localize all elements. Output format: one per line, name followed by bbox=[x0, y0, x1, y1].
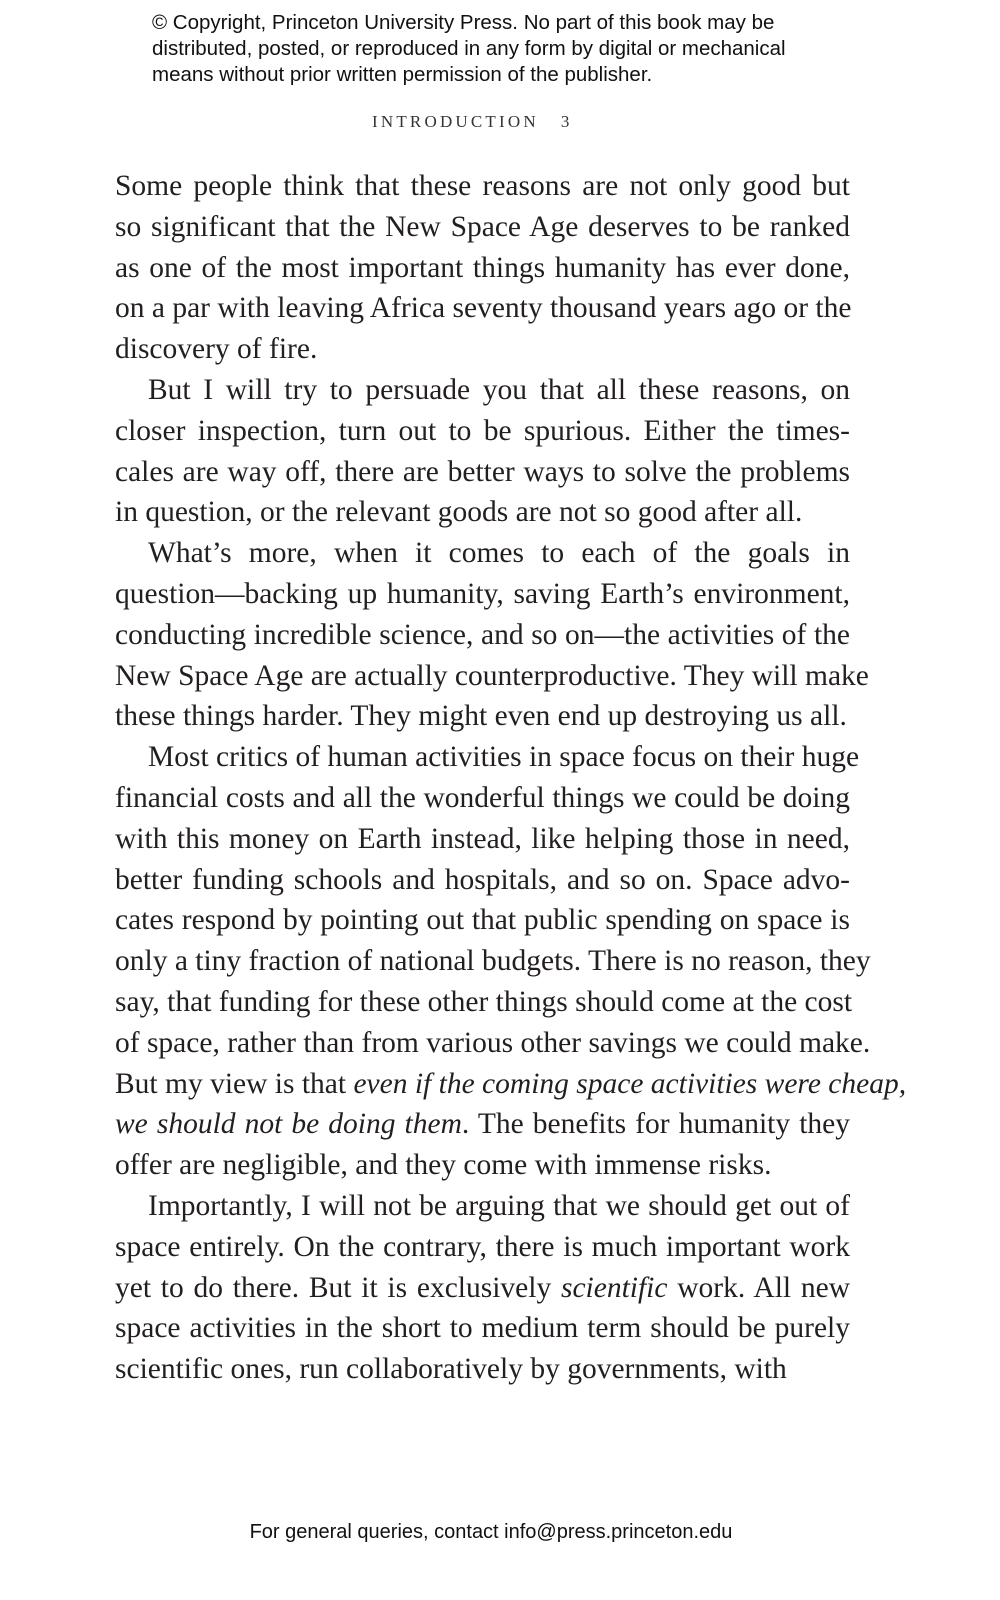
text-segment: financial costs and all the wonderful things we could be doing bbox=[115, 781, 850, 814]
text-segment: Some people think that these reasons are not only good but bbox=[115, 170, 850, 202]
text-segment: cales are way off, there are better ways to solve the problems bbox=[115, 455, 850, 488]
paragraph bbox=[115, 533, 869, 737]
text-segment: What’s more, when it comes to each of the goals in bbox=[148, 537, 850, 570]
text-line bbox=[115, 207, 850, 248]
text-segment: Most critics of human activities in space focus on their huge bbox=[148, 741, 860, 774]
text-line bbox=[115, 860, 850, 901]
text-segment: on a par with leaving Africa seventy thousand years ago or the bbox=[115, 292, 852, 325]
text-segment: better funding schools and hospitals, and so on. Space advo- bbox=[115, 863, 850, 896]
text-segment: with this money on Earth instead, like helping those in need, bbox=[115, 822, 850, 855]
copyright-line: distributed, posted, or reproduced in any form by digital or mechanical bbox=[152, 37, 786, 60]
text-segment: But I will try to persuade you that all these reasons, on bbox=[148, 373, 850, 406]
text-segment: in question, or the relevant goods are not so good after all. bbox=[115, 496, 803, 529]
text-segment: conducting incredible science, and so on—the activities of the bbox=[115, 618, 850, 651]
running-head bbox=[372, 112, 569, 132]
italic-text: even if the coming space activities were cheap, bbox=[353, 1067, 907, 1100]
text-line bbox=[115, 737, 860, 778]
text-line bbox=[115, 492, 850, 533]
copyright-line: means without prior written permission of the publisher. bbox=[152, 63, 653, 86]
page-number: 3 bbox=[560, 112, 570, 131]
text-line bbox=[115, 574, 850, 615]
text-line bbox=[115, 656, 869, 697]
italic-text: we should not be doing them bbox=[115, 1108, 462, 1141]
text-segment: as one of the most important things humanity has ever done, bbox=[115, 251, 850, 284]
text-line bbox=[115, 1023, 871, 1064]
text-segment: offer are negligible, and they come with immense risks. bbox=[115, 1149, 772, 1182]
text-line bbox=[115, 411, 850, 452]
text-line bbox=[115, 248, 850, 289]
text-segment: so significant that the New Space Age deserves to be ranked bbox=[115, 210, 850, 243]
copyright-line: © Copyright, Princeton University Press. No part of this book may be bbox=[152, 11, 775, 34]
text-segment: question—backing up humanity, saving Earth’s environment, bbox=[115, 577, 850, 610]
text-segment: But my view is that bbox=[115, 1067, 354, 1100]
footer-contact: For general queries, contact info@press.princeton.edu bbox=[249, 1521, 733, 1543]
text-segment: space entirely. On the contrary, there is much important work bbox=[115, 1230, 850, 1263]
text-line bbox=[115, 452, 850, 493]
text-line bbox=[115, 1186, 850, 1227]
paragraph bbox=[115, 166, 850, 370]
text-line bbox=[115, 1308, 850, 1349]
text-segment: say, that funding for these other things should come at the cost bbox=[115, 985, 853, 1018]
paragraph bbox=[115, 737, 907, 1186]
text-line bbox=[115, 982, 853, 1023]
body-text bbox=[115, 166, 907, 1390]
text-line bbox=[115, 1104, 850, 1145]
text-line bbox=[115, 941, 871, 982]
text-line bbox=[115, 370, 850, 411]
text-line bbox=[115, 900, 850, 941]
italic-text: scientific bbox=[560, 1271, 668, 1304]
running-head-title: INTRODUCTION bbox=[372, 112, 539, 131]
text-line bbox=[115, 819, 850, 860]
text-line bbox=[115, 1227, 850, 1268]
text-line bbox=[115, 696, 850, 737]
text-segment: New Space Age are actually counterproductive. They will make bbox=[115, 659, 869, 692]
paragraph bbox=[115, 370, 850, 533]
text-line bbox=[115, 288, 850, 329]
text-segment: yet to do there. But it is exclusively bbox=[115, 1271, 561, 1304]
text-line bbox=[115, 1064, 907, 1105]
text-line bbox=[115, 1145, 850, 1186]
paragraph bbox=[115, 1186, 850, 1390]
text-segment: space activities in the short to medium term should be purely bbox=[115, 1312, 850, 1345]
text-line bbox=[115, 1349, 850, 1390]
copyright-notice bbox=[152, 10, 786, 88]
text-line bbox=[115, 533, 850, 574]
text-segment: work. All new bbox=[667, 1271, 850, 1304]
text-segment: closer inspection, turn out to be spurious. Either the times- bbox=[115, 414, 850, 447]
text-segment: cates respond by pointing out that public spending on space is bbox=[115, 904, 850, 937]
text-line bbox=[115, 329, 850, 370]
text-segment: only a tiny fraction of national budgets. There is no reason, they bbox=[115, 945, 871, 978]
text-segment: Importantly, I will not be arguing that we should get out of bbox=[148, 1189, 850, 1222]
text-segment: scientific ones, run collaboratively by governments, with bbox=[115, 1353, 787, 1386]
text-line bbox=[115, 1268, 850, 1309]
text-segment: discovery of fire. bbox=[115, 333, 318, 366]
text-line bbox=[115, 166, 850, 207]
text-line bbox=[115, 778, 850, 819]
text-segment: . The benefits for humanity they bbox=[461, 1108, 850, 1141]
text-segment: these things harder. They might even end up destroying us all. bbox=[115, 700, 847, 733]
text-line bbox=[115, 615, 850, 656]
text-segment: of space, rather than from various other savings we could make. bbox=[115, 1026, 871, 1059]
